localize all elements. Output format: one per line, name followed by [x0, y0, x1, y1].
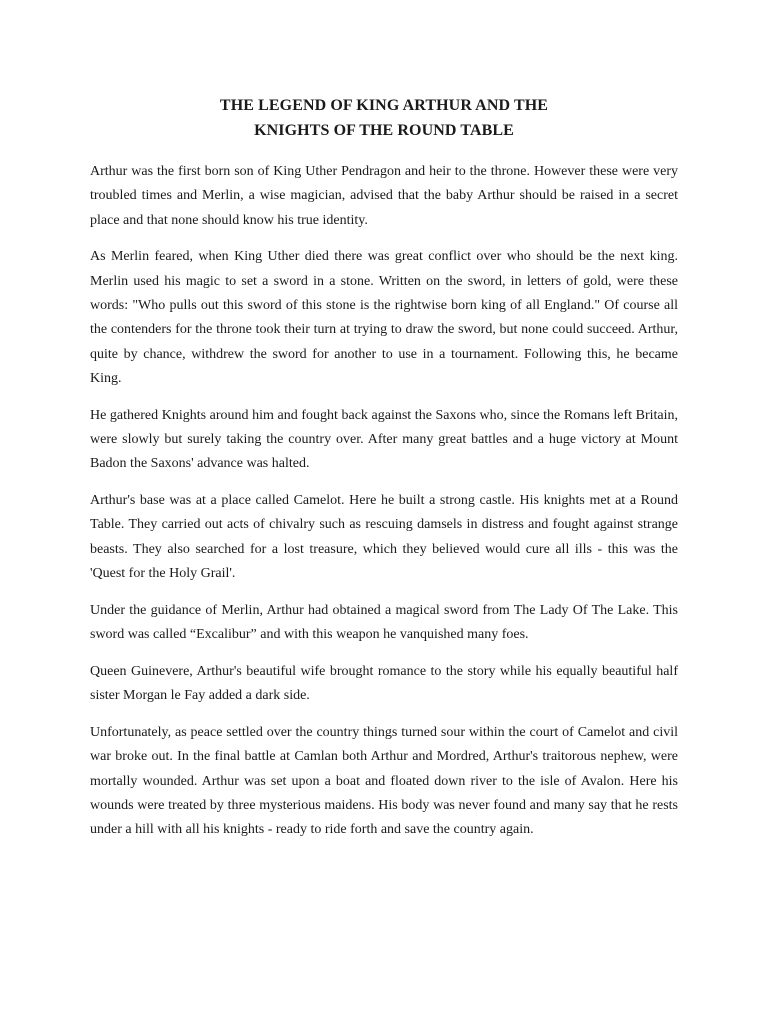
title-line-2: KNIGHTS OF THE ROUND TABLE	[254, 122, 514, 139]
document-body	[90, 160, 678, 855]
paragraph-saxons: He gathered Knights around him and fought back against the Saxons who, since the Romans left Britain, were slowly but surely taking the country over. After many great battles and a huge victory at Mount Badon the Saxons' advance was halted.	[90, 407, 678, 472]
paragraph-guinevere: Queen Guinevere, Arthur's beautiful wife brought romance to the story while his equally beautiful half sister Morgan le Fay added a dark side.	[90, 663, 678, 704]
paragraph-camlan: Unfortunately, as peace settled over the country things turned sour within the court of Camelot and civil war broke out. In the final battle at Camlan both Arthur and Mordred, Arthur's traitorous nephew, were mortally wounded. Arthur was set upon a boat and floated down river to the isle of Avalon. Here his wounds were treated by three mysterious maidens. His body was never found and many say that he rests under a hill with all his knights - ready to ride forth and save the country again.	[90, 724, 678, 838]
document-title	[0, 93, 768, 143]
title-line-1: THE LEGEND OF KING ARTHUR AND THE	[219, 97, 549, 114]
paragraph-sword-in-stone: As Merlin feared, when King Uther died there was great conflict over who should be the next king. Merlin used his magic to set a sword in a stone. Written on the sword, in letters of gold, were these words: "Who pulls out this sword of this stone is the rightwise born king of all England." Of course all the contenders for the throne took their turn at trying to draw the sword, but none could succeed. Arthur, quite by chance, withdrew the sword for another to use in a tournament. Following this, he became King.	[90, 249, 678, 386]
paragraph-camelot: Arthur's base was at a place called Camelot. Here he built a strong castle. His knights met at a Round Table. They carried out acts of chivalry such as rescuing damsels in distress and fought against strange beasts. They also searched for a lost treasure, which they believed would cure all ills - this was the 'Quest for the Holy Grail'.	[90, 493, 678, 581]
paragraph-arthur-birth: Arthur was the first born son of King Uther Pendragon and heir to the throne. However these were very troubled times and Merlin, a wise magician, advised that the baby Arthur should be raised in a secret place and that none should know his true identity.	[90, 164, 678, 228]
paragraph-excalibur: Under the guidance of Merlin, Arthur had obtained a magical sword from The Lady Of The Lake. This sword was called “Excalibur” and with this weapon he vanquished many foes.	[90, 602, 678, 643]
